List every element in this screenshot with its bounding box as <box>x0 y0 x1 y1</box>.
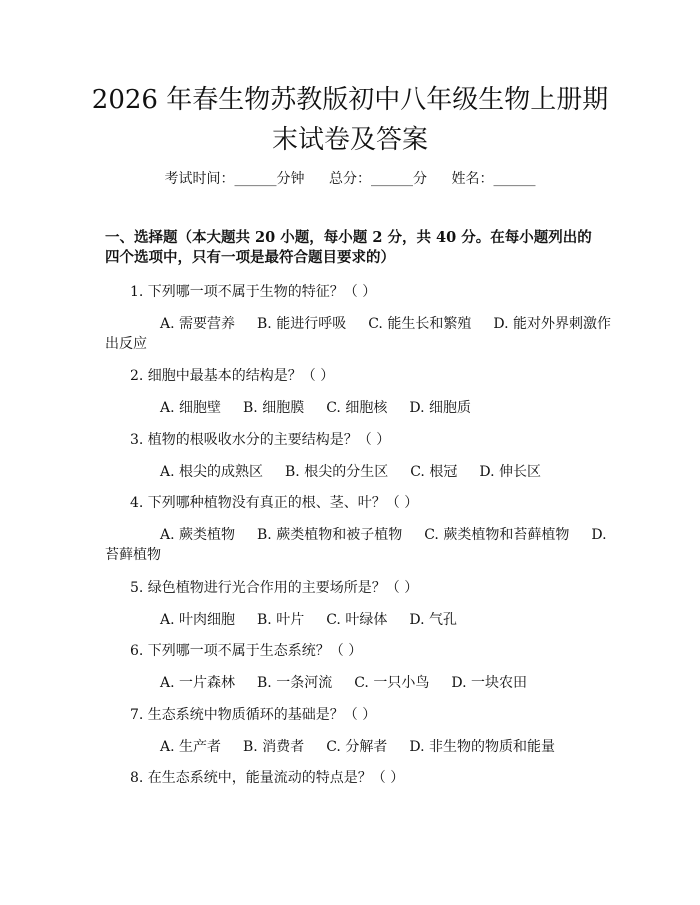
question-options <box>105 525 615 565</box>
option: C. 根冠 <box>410 464 458 480</box>
question-options <box>105 737 615 757</box>
option: C. 分解者 <box>326 739 388 755</box>
question-stem: 5. 绿色植物进行光合作用的主要场所是？（ ） <box>130 580 419 596</box>
exam-name: 姓名：______ <box>451 171 536 187</box>
option: A. 需要营养 <box>160 316 236 332</box>
option: D. 苔藓植物 <box>105 527 607 563</box>
option: C. 细胞核 <box>326 400 388 416</box>
exam-score: 总分：______分 <box>329 171 427 187</box>
option: B. 一条河流 <box>257 675 333 691</box>
option: A. 蕨类植物 <box>160 527 236 543</box>
page-title-line2: 末试卷及答案 <box>271 125 428 155</box>
section-heading: 一、选择题（本大题共 20 小题，每小题 2 分，共 40 分。在每小题列出的四个选项中，只有一项是最符合题目要求的） <box>105 229 592 266</box>
page-title-line1: 2026 年春生物苏教版初中八年级生物上册期 <box>91 85 609 115</box>
option: B. 能进行呼吸 <box>257 316 347 332</box>
option: B. 叶片 <box>257 612 305 628</box>
option: A. 一片森林 <box>160 675 236 691</box>
option: D. 能对外界刺激作出反应 <box>105 316 611 352</box>
option: C. 能生长和繁殖 <box>368 316 472 332</box>
option: C. 蕨类植物和苔藓植物 <box>424 527 570 543</box>
question-stem: 6. 下列哪一项不属于生态系统？（ ） <box>130 643 363 659</box>
question-stem: 4. 下列哪种植物没有真正的根、茎、叶？（ ） <box>130 495 419 511</box>
exam-info <box>0 168 700 188</box>
option: C. 叶绿体 <box>326 612 388 628</box>
question-options <box>105 462 615 482</box>
question-options <box>105 610 615 630</box>
question-stem: 7. 生态系统中物质循环的基础是？（ ） <box>130 707 377 723</box>
option: B. 细胞膜 <box>243 400 305 416</box>
option: D. 非生物的物质和能量 <box>409 739 555 755</box>
option: B. 根尖的分生区 <box>285 464 389 480</box>
question-options <box>105 314 615 354</box>
option: A. 细胞壁 <box>160 400 222 416</box>
option: D. 一块农田 <box>451 675 527 691</box>
option: A. 根尖的成熟区 <box>160 464 264 480</box>
option: B. 蕨类植物和被子植物 <box>257 527 403 543</box>
option: B. 消费者 <box>243 739 305 755</box>
option: D. 伸长区 <box>479 464 541 480</box>
option: A. 叶肉细胞 <box>160 612 236 628</box>
option: D. 细胞质 <box>409 400 471 416</box>
question-stem: 1. 下列哪一项不属于生物的特征？（ ） <box>130 284 377 300</box>
option: D. 气孔 <box>409 612 457 628</box>
option: A. 生产者 <box>160 739 222 755</box>
exam-time: 考试时间：______分钟 <box>164 171 305 187</box>
question-options <box>105 398 615 418</box>
option: C. 一只小鸟 <box>354 675 430 691</box>
question-stem: 3. 植物的根吸收水分的主要结构是？（ ） <box>130 432 391 448</box>
question-stem: 2. 细胞中最基本的结构是？（ ） <box>130 368 335 384</box>
question-options <box>105 673 615 693</box>
question-stem: 8. 在生态系统中，能量流动的特点是？（ ） <box>130 770 405 786</box>
